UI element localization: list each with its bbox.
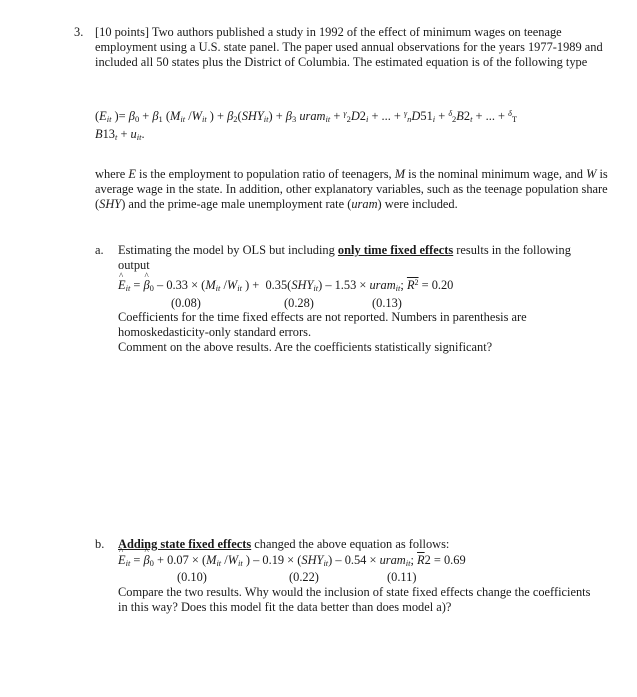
part-b-intro-suffix: changed the above equation as follows: bbox=[251, 537, 450, 551]
part-a-question: Comment on the above results. Are the coefficients statistically significant? bbox=[118, 340, 493, 354]
part-b-estimate: ^ $E_{it}$ = ^ $\beta_0 + 0.07 \times (M_{it}$ $/W_{it}$ ) – $0.19 \times (SHY_{it}) - 0.54$ × uram$_{it}$; $\overline{R}2 = 0.69$ bbox=[118, 553, 466, 568]
part-b-question: Compare the two results. Why would the inclusion of state fixed effects change the coefficients in this way? Does this model fit the data better than does model a)? bbox=[118, 585, 591, 614]
question-number: 3. bbox=[74, 25, 84, 39]
part-a-intro-suffix: results in the following output bbox=[118, 243, 571, 272]
part-a-intro-prefix: Estimating the model by OLS but including bbox=[118, 243, 338, 257]
part-a-notes bbox=[118, 310, 598, 355]
part-b-standard-errors bbox=[0, 570, 637, 586]
part-b-se-2: (0.22) bbox=[289, 570, 319, 584]
part-b-label: b. bbox=[95, 537, 105, 551]
variable-definitions: where E is the employment to population ratio of teenagers, M is the nominal minimum wage, and W is average wage in the state. In addition, other explanatory variables, such as the teenage population share (SHY) and the prime-age male unemployment rate (uram) were included. bbox=[95, 167, 608, 211]
part-a-se-3: (0.13) bbox=[372, 296, 402, 310]
main-equation-line1: ($E_{it}$ )= $\beta_0 + \beta_1$ ($M_{it}$ $/W_{it}$ ) + $\beta_2(SHY_{it}) + \beta_3$ uram$_{it}$ + $^\gamma_2D2_i$ + ... + $^\gamma_nD51_i + ^\delta_2B2_t$ + ... + $^\delta_T$ bbox=[95, 109, 518, 124]
part-a-se-1: (0.08) bbox=[171, 296, 201, 310]
part-b-intro bbox=[118, 537, 598, 552]
part-a-se-2: (0.28) bbox=[284, 296, 314, 310]
part-b-se-3: (0.11) bbox=[387, 570, 417, 584]
part-a-note: Coefficients for the time fixed effects are not reported. Numbers in parenthesis are homoskedasticity-only standard errors. bbox=[118, 310, 527, 339]
part-a-intro bbox=[118, 243, 588, 273]
question-intro: [10 points] Two authors published a study in 1992 of the effect of minimum wages on teenage employment using a U.S. state panel. The paper used annual observations for the years 1977-1989 and included all 50 states plus the District of Columbia. The estimated equation is of the following type bbox=[95, 25, 603, 69]
main-equation bbox=[95, 107, 625, 143]
main-equation-line2: $B13_t + u_{it}$. bbox=[95, 127, 145, 142]
part-b-se-1: (0.10) bbox=[177, 570, 207, 584]
part-a-label: a. bbox=[95, 243, 104, 257]
part-a-estimate: ^ $E_{it}$ = ^ $\beta_0 - 0.33 \times (M_{it}$ $/W_{it}$ ) + $0.35(SHY_{it}) - 1.53$ × uram$_{it}$; $R^2 = 0.20$ bbox=[118, 278, 453, 293]
part-a-emphasis: only time fixed effects bbox=[337, 243, 454, 257]
part-b-emphasis: Adding state fixed effects bbox=[118, 537, 252, 551]
